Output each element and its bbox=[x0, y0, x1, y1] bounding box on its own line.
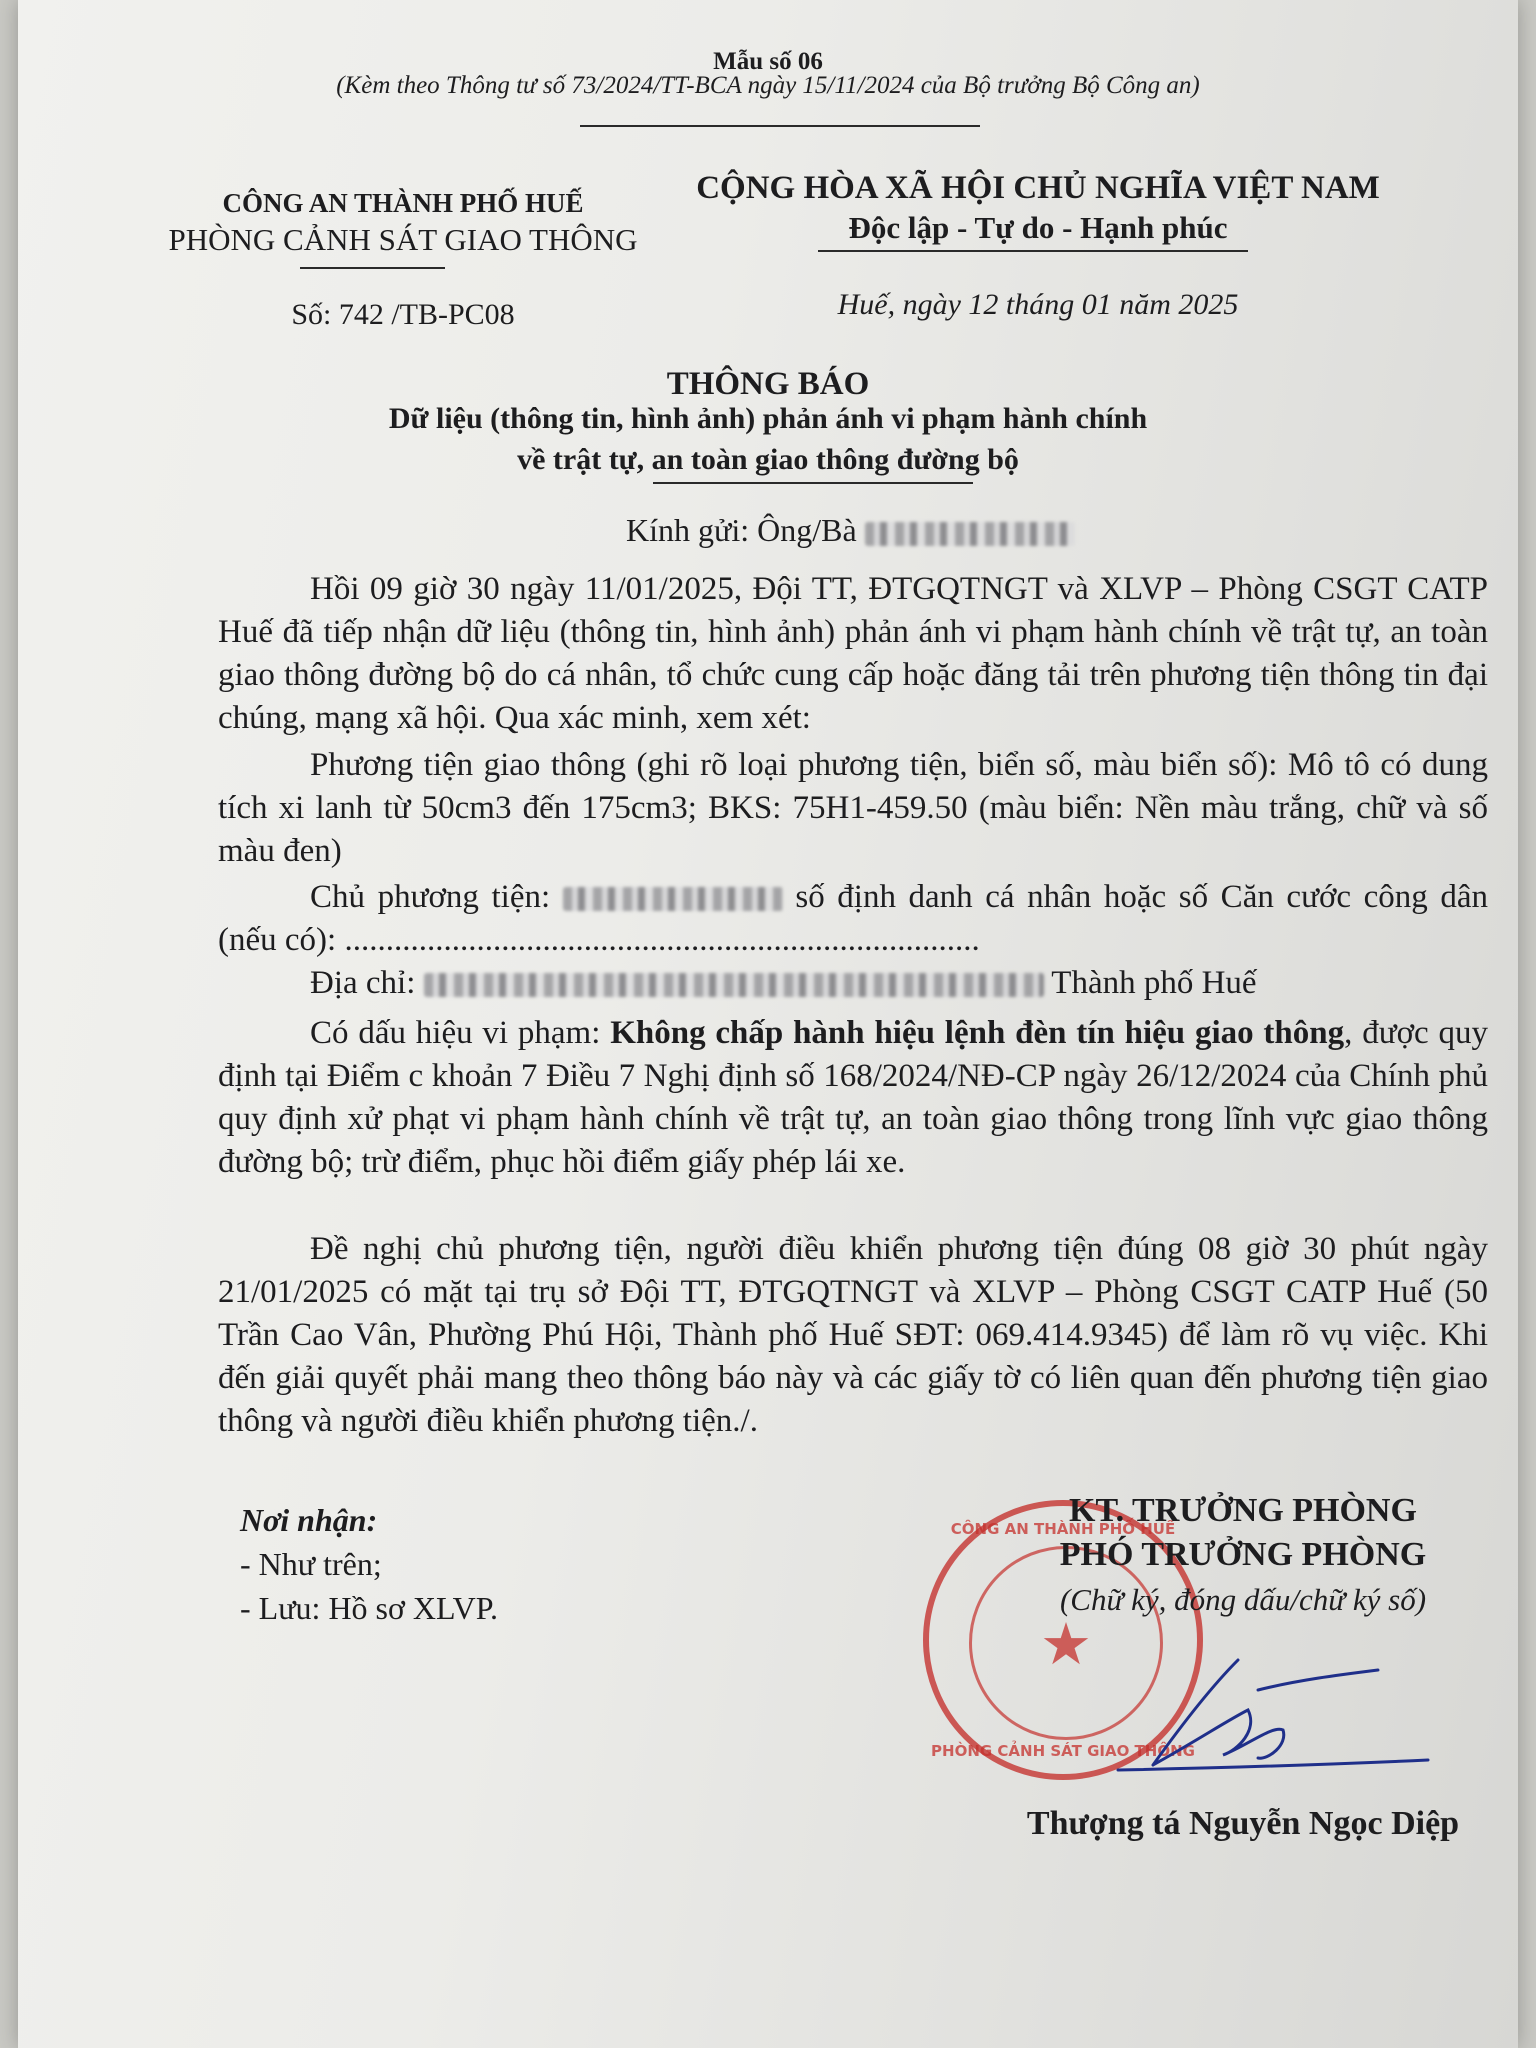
form-number: Mẫu số 06 bbox=[713, 48, 823, 75]
paragraph-request: Đề nghị chủ phương tiện, người điều khiển phương tiện đúng 08 giờ 30 phút ngày 21/01/2025 có mặt tại trụ sở Đội TT, ĐTGQTNGT và XLVP – Phòng CSGT CATP Huế (50 Trần Cao Vân, Phường Phú Hội, Thành phố Huế SĐT: 069.414.9345) để làm rõ vụ việc. Khi đến giải quyết phải mang theo thông báo này và các giấy tờ có liên quan đến phương tiện giao thông và người điều khiển phương tiện./. bbox=[218, 1231, 1488, 1439]
national-motto: Độc lập - Tự do - Hạnh phúc bbox=[848, 210, 1228, 245]
motto-underline bbox=[818, 250, 1248, 252]
document-subtitle-1: Dữ liệu (thông tin, hình ảnh) phản ánh vi phạm hành chính bbox=[388, 402, 1148, 435]
owner-label: Chủ phương tiện: bbox=[310, 879, 551, 915]
seal-bottom-text: PHÒNG CẢNH SÁT GIAO THÔNG bbox=[931, 1742, 1195, 1760]
paragraph-address bbox=[218, 962, 1488, 1005]
recipient-item: - Như trên; bbox=[240, 1546, 382, 1582]
redacted-address bbox=[424, 973, 1044, 997]
agency-parent: CÔNG AN THÀNH PHỐ HUẾ bbox=[222, 188, 584, 218]
address-label: Địa chỉ: bbox=[310, 965, 416, 1001]
paragraph-vehicle: Phương tiện giao thông (ghi rõ loại phương tiện, biển số, màu biển số): Mô tô có dung tích xi lanh từ 50cm3 đến 175cm3; BKS: 75H1-459.50 (màu biển: Nền màu trắng, chữ và số màu đen) bbox=[218, 747, 1488, 869]
recipient-item: - Lưu: Hồ sơ XLVP. bbox=[240, 1590, 498, 1626]
owner-id-text: số định danh cá nhân hoặc số Căn cước công dân (nếu có): ............................................................................. bbox=[218, 879, 1489, 958]
greeting-label: Kính gửi: Ông/Bà bbox=[626, 512, 857, 548]
redacted-recipient bbox=[865, 522, 1075, 546]
seal-top-text: CÔNG AN THÀNH PHỐ HUẾ bbox=[950, 1520, 1176, 1538]
handwritten-signature bbox=[1058, 1650, 1438, 1780]
paragraph-intake: Hồi 09 giờ 30 ngày 11/01/2025, Đội TT, ĐTGQTNGT và XLVP – Phòng CSGT CATP Huế đã tiếp nhận dữ liệu (thông tin, hình ảnh) phản ánh vi phạm hành chính về trật tự, an toàn giao thông đường bộ do cá nhân, tổ chức cung cấp hoặc đăng tải trên phương tiện thông tin đại chúng, mạng xã hội. Qua xác minh, xem xét: bbox=[218, 571, 1488, 736]
redacted-owner-name bbox=[563, 887, 783, 911]
signer-name: Thượng tá Nguyễn Ngọc Diệp bbox=[1026, 1805, 1460, 1842]
form-reference: (Kèm theo Thông tư số 73/2024/TT-BCA ngày 15/11/2024 của Bộ trưởng Bộ Công an) bbox=[336, 72, 1200, 99]
violation-legal-basis: , được quy định tại Điểm c khoản 7 Điều 7 Nghị định số 168/2024/NĐ-CP ngày 26/12/2024 của Chính phủ quy định xử phạt vi phạm hành chính về trật tự, an toàn giao thông trong lĩnh vực giao thông đường bộ; trừ điểm, phục hồi điểm giấy phép lái xe. bbox=[218, 1015, 1489, 1180]
place-date: Huế, ngày 12 tháng 01 năm 2025 bbox=[837, 288, 1239, 321]
recipients-label: Nơi nhận: bbox=[240, 1502, 378, 1538]
signature-title-1: KT. TRƯỞNG PHÒNG bbox=[1069, 1492, 1417, 1529]
violation-label: Có dấu hiệu vi phạm: bbox=[310, 1015, 601, 1051]
form-ref-underline bbox=[580, 125, 980, 127]
document-title: THÔNG BÁO bbox=[666, 366, 870, 402]
agency-underline bbox=[300, 267, 445, 269]
agency-name: PHÒNG CẢNH SÁT GIAO THÔNG bbox=[168, 222, 638, 257]
signature-title-2: PHÓ TRƯỞNG PHÒNG bbox=[1059, 1536, 1427, 1573]
country-name: CỘNG HÒA XÃ HỘI CHỦ NGHĨA VIỆT NAM bbox=[696, 170, 1380, 206]
violation-name: Không chấp hành hiệu lệnh đèn tín hiệu giao thông bbox=[610, 1015, 1345, 1051]
greeting-line bbox=[626, 512, 1075, 549]
address-city: Thành phố Huế bbox=[1051, 965, 1257, 1001]
subtitle-underline bbox=[653, 482, 973, 484]
document-number: Số: 742 /TB-PC08 bbox=[291, 298, 515, 331]
document-subtitle-2: về trật tự, an toàn giao thông đường bộ bbox=[517, 443, 1019, 476]
paragraph-violation bbox=[218, 1012, 1488, 1184]
seal-star-icon: ★ bbox=[1040, 1612, 1092, 1677]
paragraph-owner bbox=[218, 876, 1488, 962]
document-page bbox=[18, 0, 1518, 2048]
signature-note: (Chữ ký, đóng dấu/chữ ký số) bbox=[1059, 1582, 1427, 1617]
